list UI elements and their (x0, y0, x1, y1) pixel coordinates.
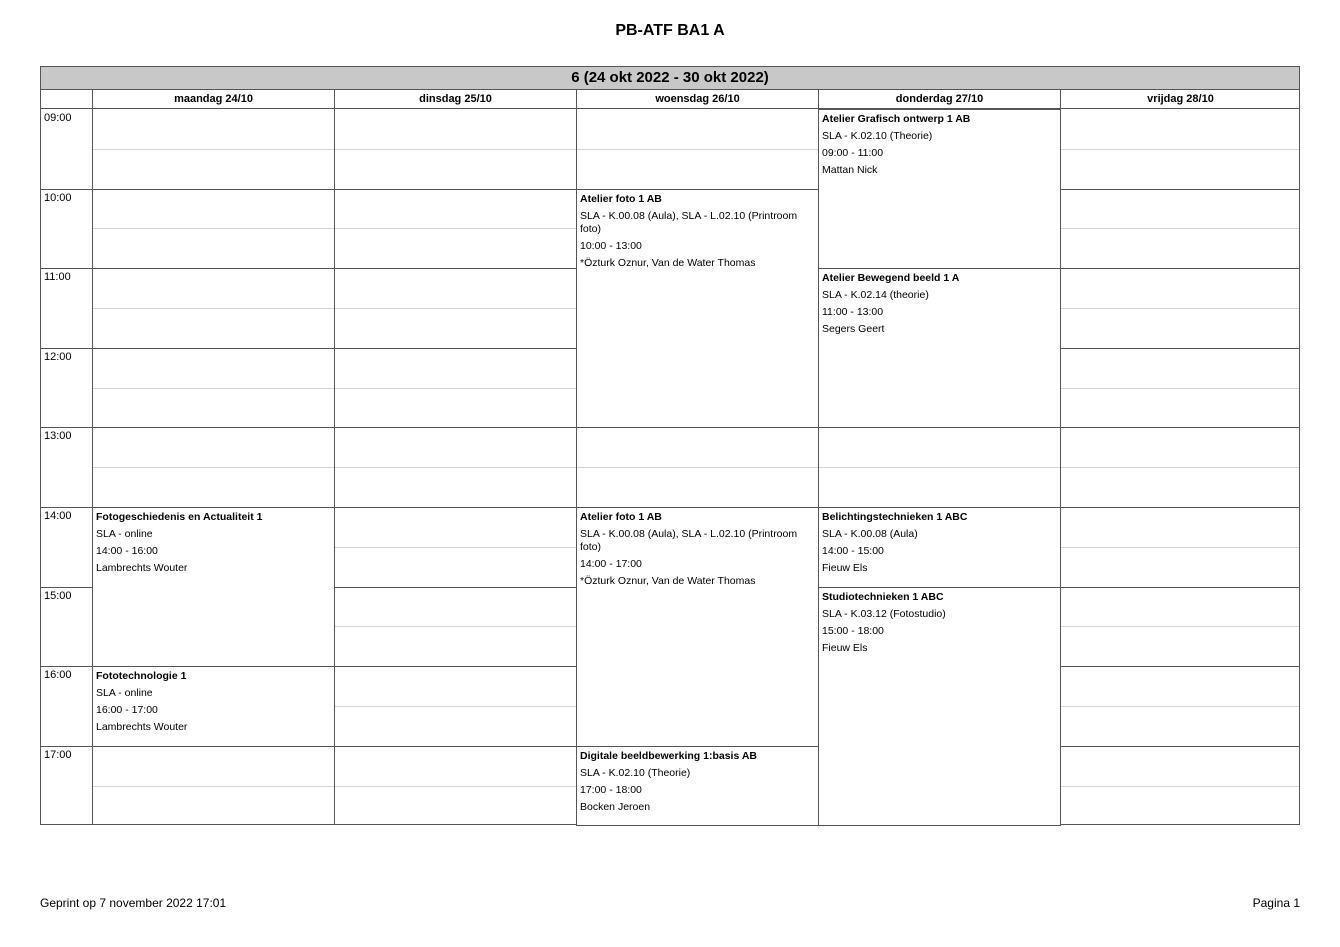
event-title: Studiotechnieken 1 ABC (822, 590, 944, 603)
event-title: Atelier foto 1 AB (580, 192, 662, 205)
event-teacher: Fieuw Els (822, 641, 868, 654)
timetable-grid (40, 66, 1300, 825)
event-block[interactable] (576, 746, 819, 827)
event-block[interactable] (92, 507, 335, 667)
event-time: 11:00 - 13:00 (822, 306, 884, 319)
event-time: 14:00 - 15:00 (822, 545, 884, 557)
event-location: SLA - K.02.14 (theorie) (822, 289, 929, 302)
time-label: 13:00 (44, 430, 72, 443)
event-teacher: Fieuw Els (822, 562, 868, 574)
event-teacher: Bocken Jeroen (580, 800, 651, 813)
event-teacher: *Özturk Oznur, Van de Water Thomas (580, 256, 756, 269)
event-time: 17:00 - 18:00 (580, 783, 642, 796)
event-teacher: Segers Geert (822, 323, 885, 336)
event-block[interactable] (818, 109, 1061, 269)
event-title: Atelier foto 1 AB (580, 511, 662, 523)
time-label: 16:00 (44, 669, 72, 682)
time-label: 17:00 (44, 748, 72, 761)
event-time: 15:00 - 18:00 (822, 624, 884, 637)
week-header: 6 (24 okt 2022 - 30 okt 2022) (41, 67, 1299, 90)
event-title: Fototechnologie 1 (96, 670, 187, 683)
event-title: Atelier Grafisch ontwerp 1 AB (822, 113, 971, 125)
day-header: woensdag 26/10 (576, 90, 818, 109)
event-title: Atelier Bewegend beeld 1 A (822, 272, 960, 285)
event-time: 10:00 - 13:00 (580, 239, 642, 252)
event-block[interactable] (818, 507, 1061, 588)
event-location: SLA - K.00.08 (Aula), SLA - L.02.10 (Printroom foto) (580, 528, 798, 553)
event-location: SLA - K.02.10 (Theorie) (580, 766, 691, 779)
event-location: SLA - K.00.08 (Aula), SLA - L.02.10 (Printroom foto) (580, 209, 798, 235)
event-title: Belichtingstechnieken 1 ABC (822, 511, 968, 523)
time-label: 14:00 (44, 510, 72, 522)
event-location: SLA - online (96, 528, 153, 540)
page-title: PB-ATF BA1 A (615, 22, 725, 39)
event-teacher: Lambrechts Wouter (96, 721, 188, 734)
event-location: SLA - K.03.12 (Fotostudio) (822, 607, 946, 620)
event-teacher: *Özturk Oznur, Van de Water Thomas (580, 575, 756, 587)
event-block[interactable] (818, 268, 1061, 428)
event-block[interactable] (92, 666, 335, 747)
event-location: SLA - K.02.10 (Theorie) (822, 130, 933, 142)
event-title: Fotogeschiedenis en Actualiteit 1 (96, 511, 263, 523)
time-label: 15:00 (44, 589, 72, 602)
time-label: 09:00 (44, 112, 72, 124)
day-header: maandag 24/10 (92, 90, 334, 109)
day-header: vrijdag 28/10 (1060, 90, 1300, 109)
half-hour-divider (92, 467, 1299, 468)
event-block[interactable] (576, 189, 819, 429)
half-hour-divider (92, 149, 1299, 150)
page-number: Pagina 1 (1252, 896, 1300, 910)
day-header: donderdag 27/10 (818, 90, 1060, 109)
event-block[interactable] (576, 507, 819, 747)
time-label: 11:00 (44, 271, 71, 284)
time-label: 12:00 (44, 350, 72, 363)
time-label: 10:00 (44, 191, 72, 204)
event-time: 16:00 - 17:00 (96, 704, 158, 717)
corner-cell (41, 90, 92, 109)
event-time: 09:00 - 11:00 (822, 147, 884, 159)
event-time: 14:00 - 16:00 (96, 545, 158, 557)
day-header: dinsdag 25/10 (334, 90, 576, 109)
event-block[interactable] (818, 587, 1061, 827)
printed-date: Geprint op 7 november 2022 17:01 (40, 896, 227, 910)
event-location: SLA - online (96, 687, 153, 700)
event-title: Digitale beeldbewerking 1:basis AB (580, 749, 757, 762)
event-teacher: Lambrechts Wouter (96, 562, 188, 574)
event-location: SLA - K.00.08 (Aula) (822, 528, 918, 540)
event-time: 14:00 - 17:00 (580, 558, 642, 570)
event-teacher: Mattan Nick (822, 164, 878, 176)
